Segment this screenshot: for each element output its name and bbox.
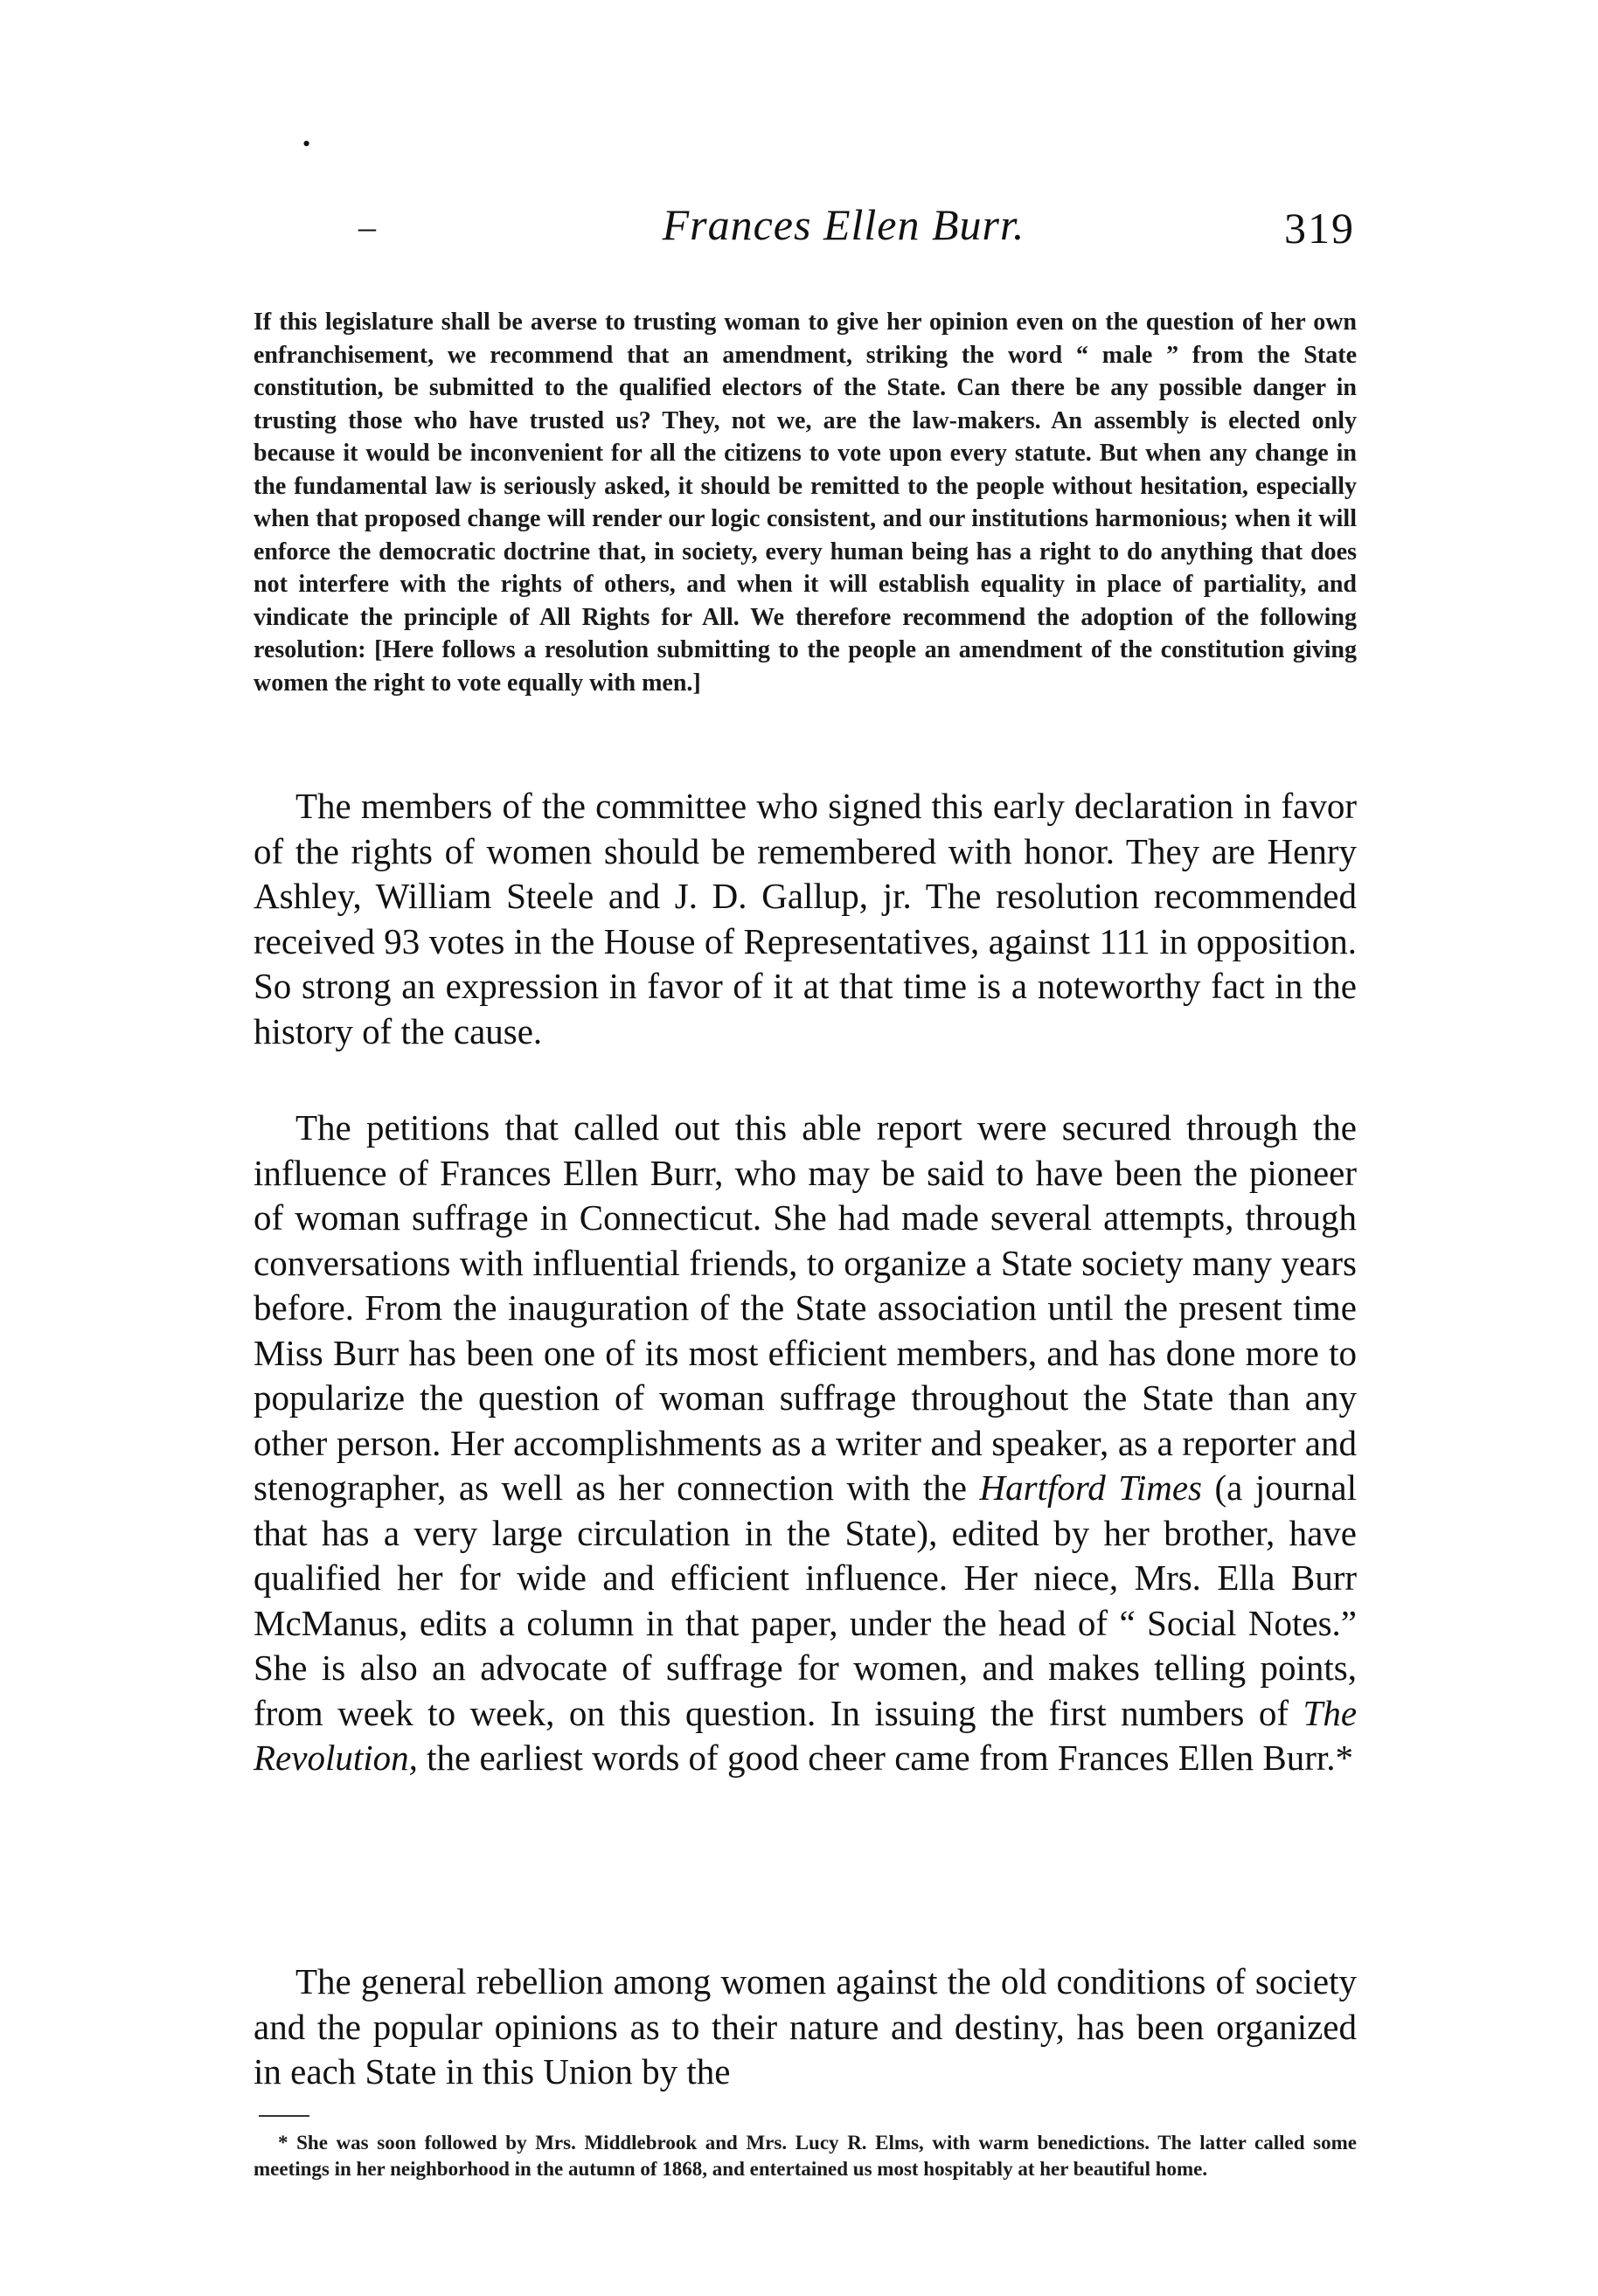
quoted-report: If this legislature shall be averse to trusting woman to give her opinion even on the question of her own enfranchisement, we recommend that an amendment, striking the word “ male ” from the State constitution, be submitted to the qualified electors of the State. Can there be any possible danger in trusting those who have trusted us? They, not we, are the law-makers. An assembly is elected only because it would be inconvenient for all the citizens to vote upon every statute. But when any change in the fundamental law is seriously asked, it should be remitted to the people without hesitation, especially when that proposed change will render our logic consistent, and our institutions harmonious; when it will enforce the democratic doctrine that, in society, every human being has a right to do anything that does not interfere with the rights of others, and when it will establish equality in place of partiality, and vindicate the principle of All Rights for All. We therefore recommend the adoption of the following resolution: [Here follows a resolution submitting to the people an amendment of the constitution giving women the right to vote equally with men.] (254, 309, 1357, 697)
print-speck: • (302, 131, 311, 156)
paragraph-committee: The members of the committee who signed this early declaration in favor of the rights of women should be remembered with honor. They are Henry Ashley, William Steele and J. D. Gallup, jr. The resolution recommended received 93 votes in the House of Representatives, against 111 in opposition. So strong an expression in favor of it at that time is a noteworthy fact in the history of the cause. (254, 786, 1357, 1051)
print-mark: – (358, 207, 376, 246)
paragraph-text: the earliest words of good cheer came from Frances Ellen Burr.* (427, 1738, 1354, 1778)
running-title: Frances Ellen Burr. (662, 200, 1025, 249)
page-number: 319 (1284, 204, 1355, 253)
publication-title: Hartford Times (979, 1467, 1202, 1508)
footnote-rule (259, 2115, 309, 2117)
paragraph-rebellion: The general rebellion among women against the old conditions of society and the popular opinions as to their nature and destiny, has been organized in each State in this Union by the (254, 1961, 1357, 2091)
footnote: * She was soon followed by Mrs. Middlebrook and Mrs. Lucy R. Elms, with warm benedictions. The latter called some meetings in her neighborhood in the autumn of 1868, and entertained us most hospitably at her beautiful home. (254, 2132, 1357, 2180)
publication-title: The Revolution, (254, 1692, 1358, 1778)
running-head (254, 199, 1434, 269)
body-paragraph (254, 1106, 1357, 1781)
paragraph-text: (a journal that has a very large circulation in the State), edited by her brother, have qualified her for wide and efficient influence. Her niece, Mrs. Ella Burr McManus, edits a column in that paper, under the head of “ Social Notes.” She is also an advocate of suffrage for women, and makes telling points, from week to week, on this question. In issuing the first numbers of (254, 1467, 1358, 1733)
body-paragraph (254, 1960, 1357, 2095)
paragraph-petitions (254, 1106, 1357, 1781)
paragraph-text: The petitions that called out this able report were secured through the influence of Frances Ellen Burr, who may be said to have been the pioneer of woman suffrage in Connecticut. She had made several attempts, through conversations with influential friends, to organize a State society many years before. From the inauguration of the State association until the present time Miss Burr has been one of its most efficient members, and has done more to popularize the question of woman suffrage throughout the State than any other person. Her accomplishments as a writer and speaker, as a reporter and stenographer, as well as her connection with the (254, 1107, 1357, 1508)
body-paragraph (254, 784, 1357, 1054)
